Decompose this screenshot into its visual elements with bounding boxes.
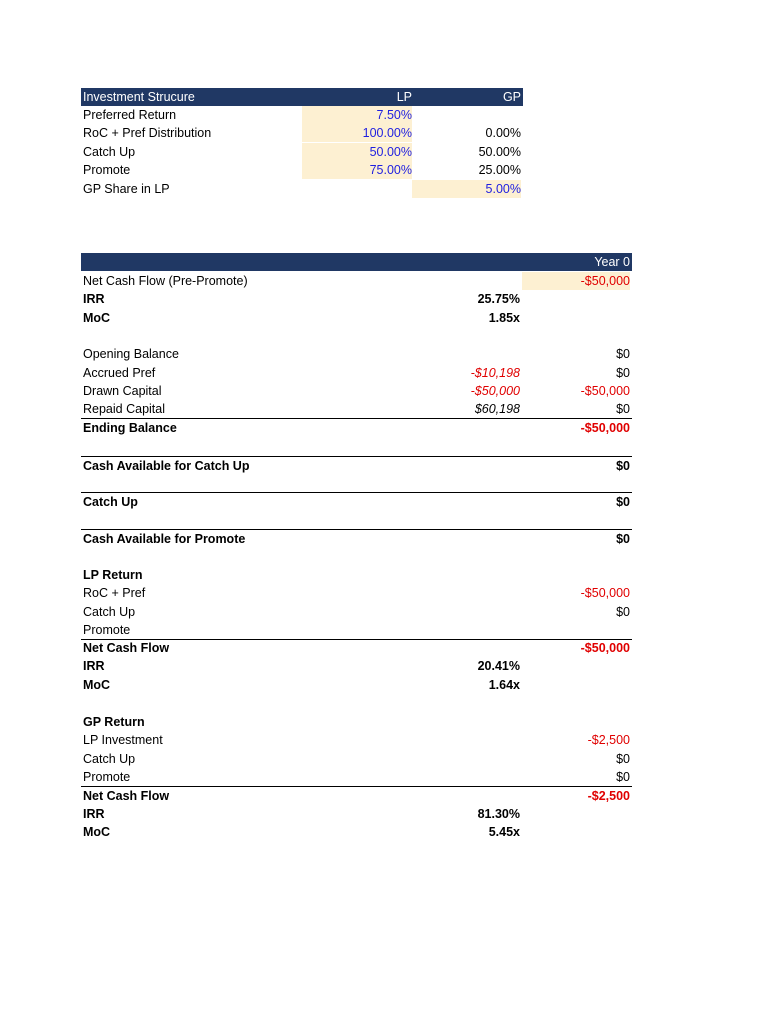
irr-value: 25.75% xyxy=(477,292,520,306)
row-label: Drawn Capital xyxy=(83,384,162,398)
repaid-capital-year0: $0 xyxy=(616,402,630,416)
lp-promote-row xyxy=(81,621,632,640)
moc-row xyxy=(81,309,632,327)
row-label: Net Cash Flow xyxy=(83,641,170,655)
roc-pref-gp-value: 0.00% xyxy=(485,126,521,140)
cash-catch-up-year0: $0 xyxy=(616,459,630,473)
gp-column-header: GP xyxy=(502,90,521,104)
lp-return-title: LP Return xyxy=(83,568,143,582)
preferred-return-row xyxy=(81,106,523,124)
row-label: Promote xyxy=(83,623,131,637)
gp-return-title: GP Return xyxy=(83,715,145,729)
gp-promote-year0: $0 xyxy=(616,770,630,784)
catch-up-gp-value: 50.00% xyxy=(478,145,521,159)
roc-pref-distribution-row xyxy=(81,124,523,142)
gp-moc-value: 5.45x xyxy=(488,825,520,839)
moc-value: 1.85x xyxy=(488,311,520,325)
row-label: Opening Balance xyxy=(83,347,179,361)
row-label: Catch Up xyxy=(83,752,136,766)
row-label: Net Cash Flow xyxy=(83,789,170,803)
catch-up-year0: $0 xyxy=(616,495,630,509)
gp-promote-row xyxy=(81,768,632,787)
gp-moc-row xyxy=(81,823,632,841)
row-label: Catch Up xyxy=(83,495,138,509)
lp-roc-pref-year0: -$50,000 xyxy=(580,586,630,600)
cashflow-header-row xyxy=(81,253,632,271)
row-label: MoC xyxy=(83,311,111,325)
drawn-capital-row xyxy=(81,382,632,400)
gp-catch-up-row xyxy=(81,750,632,768)
irr-row xyxy=(81,290,632,308)
drawn-capital-total: -$50,000 xyxy=(470,384,520,398)
accrued-pref-total: -$10,198 xyxy=(470,366,520,380)
row-label: MoC xyxy=(83,825,111,839)
repaid-capital-total: $60,198 xyxy=(474,402,520,416)
catch-up-row xyxy=(81,143,523,161)
row-label: Cash Available for Promote xyxy=(83,532,246,546)
gp-catch-up-year0: $0 xyxy=(616,752,630,766)
structure-header-row xyxy=(81,88,523,106)
ending-balance-year0: -$50,000 xyxy=(580,421,630,435)
lp-catch-up-year0: $0 xyxy=(616,605,630,619)
gp-irr-row xyxy=(81,805,632,823)
lp-promote-year0 xyxy=(522,621,630,639)
gp-irr-value: 81.30% xyxy=(477,807,520,821)
gp-return-title-row xyxy=(81,713,632,731)
lp-catch-up-row xyxy=(81,603,632,621)
year-0-header: Year 0 xyxy=(594,255,630,269)
promote-row xyxy=(81,161,523,179)
promote-gp-value: 25.00% xyxy=(478,163,521,177)
row-label: Repaid Capital xyxy=(83,402,165,416)
gp-share-gp-input[interactable]: 5.00% xyxy=(412,180,521,198)
row-label: IRR xyxy=(83,659,105,673)
promote-lp-input[interactable]: 75.00% xyxy=(302,161,412,179)
lp-roc-pref-row xyxy=(81,584,632,602)
catch-up-total-row xyxy=(81,492,632,511)
row-label: Accrued Pref xyxy=(83,366,156,380)
row-label: Ending Balance xyxy=(83,421,177,435)
lp-moc-value: 1.64x xyxy=(488,678,520,692)
opening-balance-row xyxy=(81,345,632,363)
cash-available-catch-up-row xyxy=(81,456,632,475)
net-cash-flow-year0-input[interactable]: -$50,000 xyxy=(522,272,630,290)
row-label: GP Share in LP xyxy=(83,182,170,196)
row-label: Net Cash Flow (Pre-Promote) xyxy=(83,274,248,288)
accrued-pref-row xyxy=(81,364,632,382)
lp-net-year0: -$50,000 xyxy=(580,641,630,655)
row-label: Preferred Return xyxy=(83,108,177,122)
gp-net-cash-flow-row xyxy=(81,787,632,805)
gp-lp-investment-row xyxy=(81,731,632,749)
net-cash-flow-pre-promote-row xyxy=(81,272,632,290)
cash-available-promote-row xyxy=(81,529,632,548)
gp-net-year0: -$2,500 xyxy=(587,789,630,803)
row-label: IRR xyxy=(83,292,105,306)
cash-promote-year0: $0 xyxy=(616,532,630,546)
lp-irr-value: 20.41% xyxy=(477,659,520,673)
lp-moc-row xyxy=(81,676,632,694)
lp-irr-row xyxy=(81,657,632,675)
roc-pref-lp-input[interactable]: 100.00% xyxy=(302,124,412,142)
row-label: Catch Up xyxy=(83,605,136,619)
ending-balance-row xyxy=(81,419,632,437)
row-label: Cash Available for Catch Up xyxy=(83,459,250,473)
drawn-capital-year0: -$50,000 xyxy=(580,384,630,398)
lp-return-title-row xyxy=(81,566,632,584)
gp-lp-investment-year0: -$2,500 xyxy=(587,733,630,747)
lp-net-cash-flow-row xyxy=(81,639,632,657)
row-label: IRR xyxy=(83,807,105,821)
row-label: Catch Up xyxy=(83,145,136,159)
accrued-pref-year0: $0 xyxy=(616,366,630,380)
structure-title: Investment Strucure xyxy=(83,90,195,104)
row-label: MoC xyxy=(83,678,111,692)
row-label: Promote xyxy=(83,163,131,177)
repaid-capital-row xyxy=(81,400,632,419)
preferred-return-lp-input[interactable]: 7.50% xyxy=(302,106,412,124)
row-label: RoC + Pref Distribution xyxy=(83,126,212,140)
catch-up-lp-input[interactable]: 50.00% xyxy=(302,143,412,161)
row-label: Promote xyxy=(83,770,131,784)
opening-balance-year0: $0 xyxy=(616,347,630,361)
row-label: RoC + Pref xyxy=(83,586,146,600)
row-label: LP Investment xyxy=(83,733,163,747)
lp-column-header: LP xyxy=(396,90,412,104)
gp-share-row xyxy=(81,180,523,198)
